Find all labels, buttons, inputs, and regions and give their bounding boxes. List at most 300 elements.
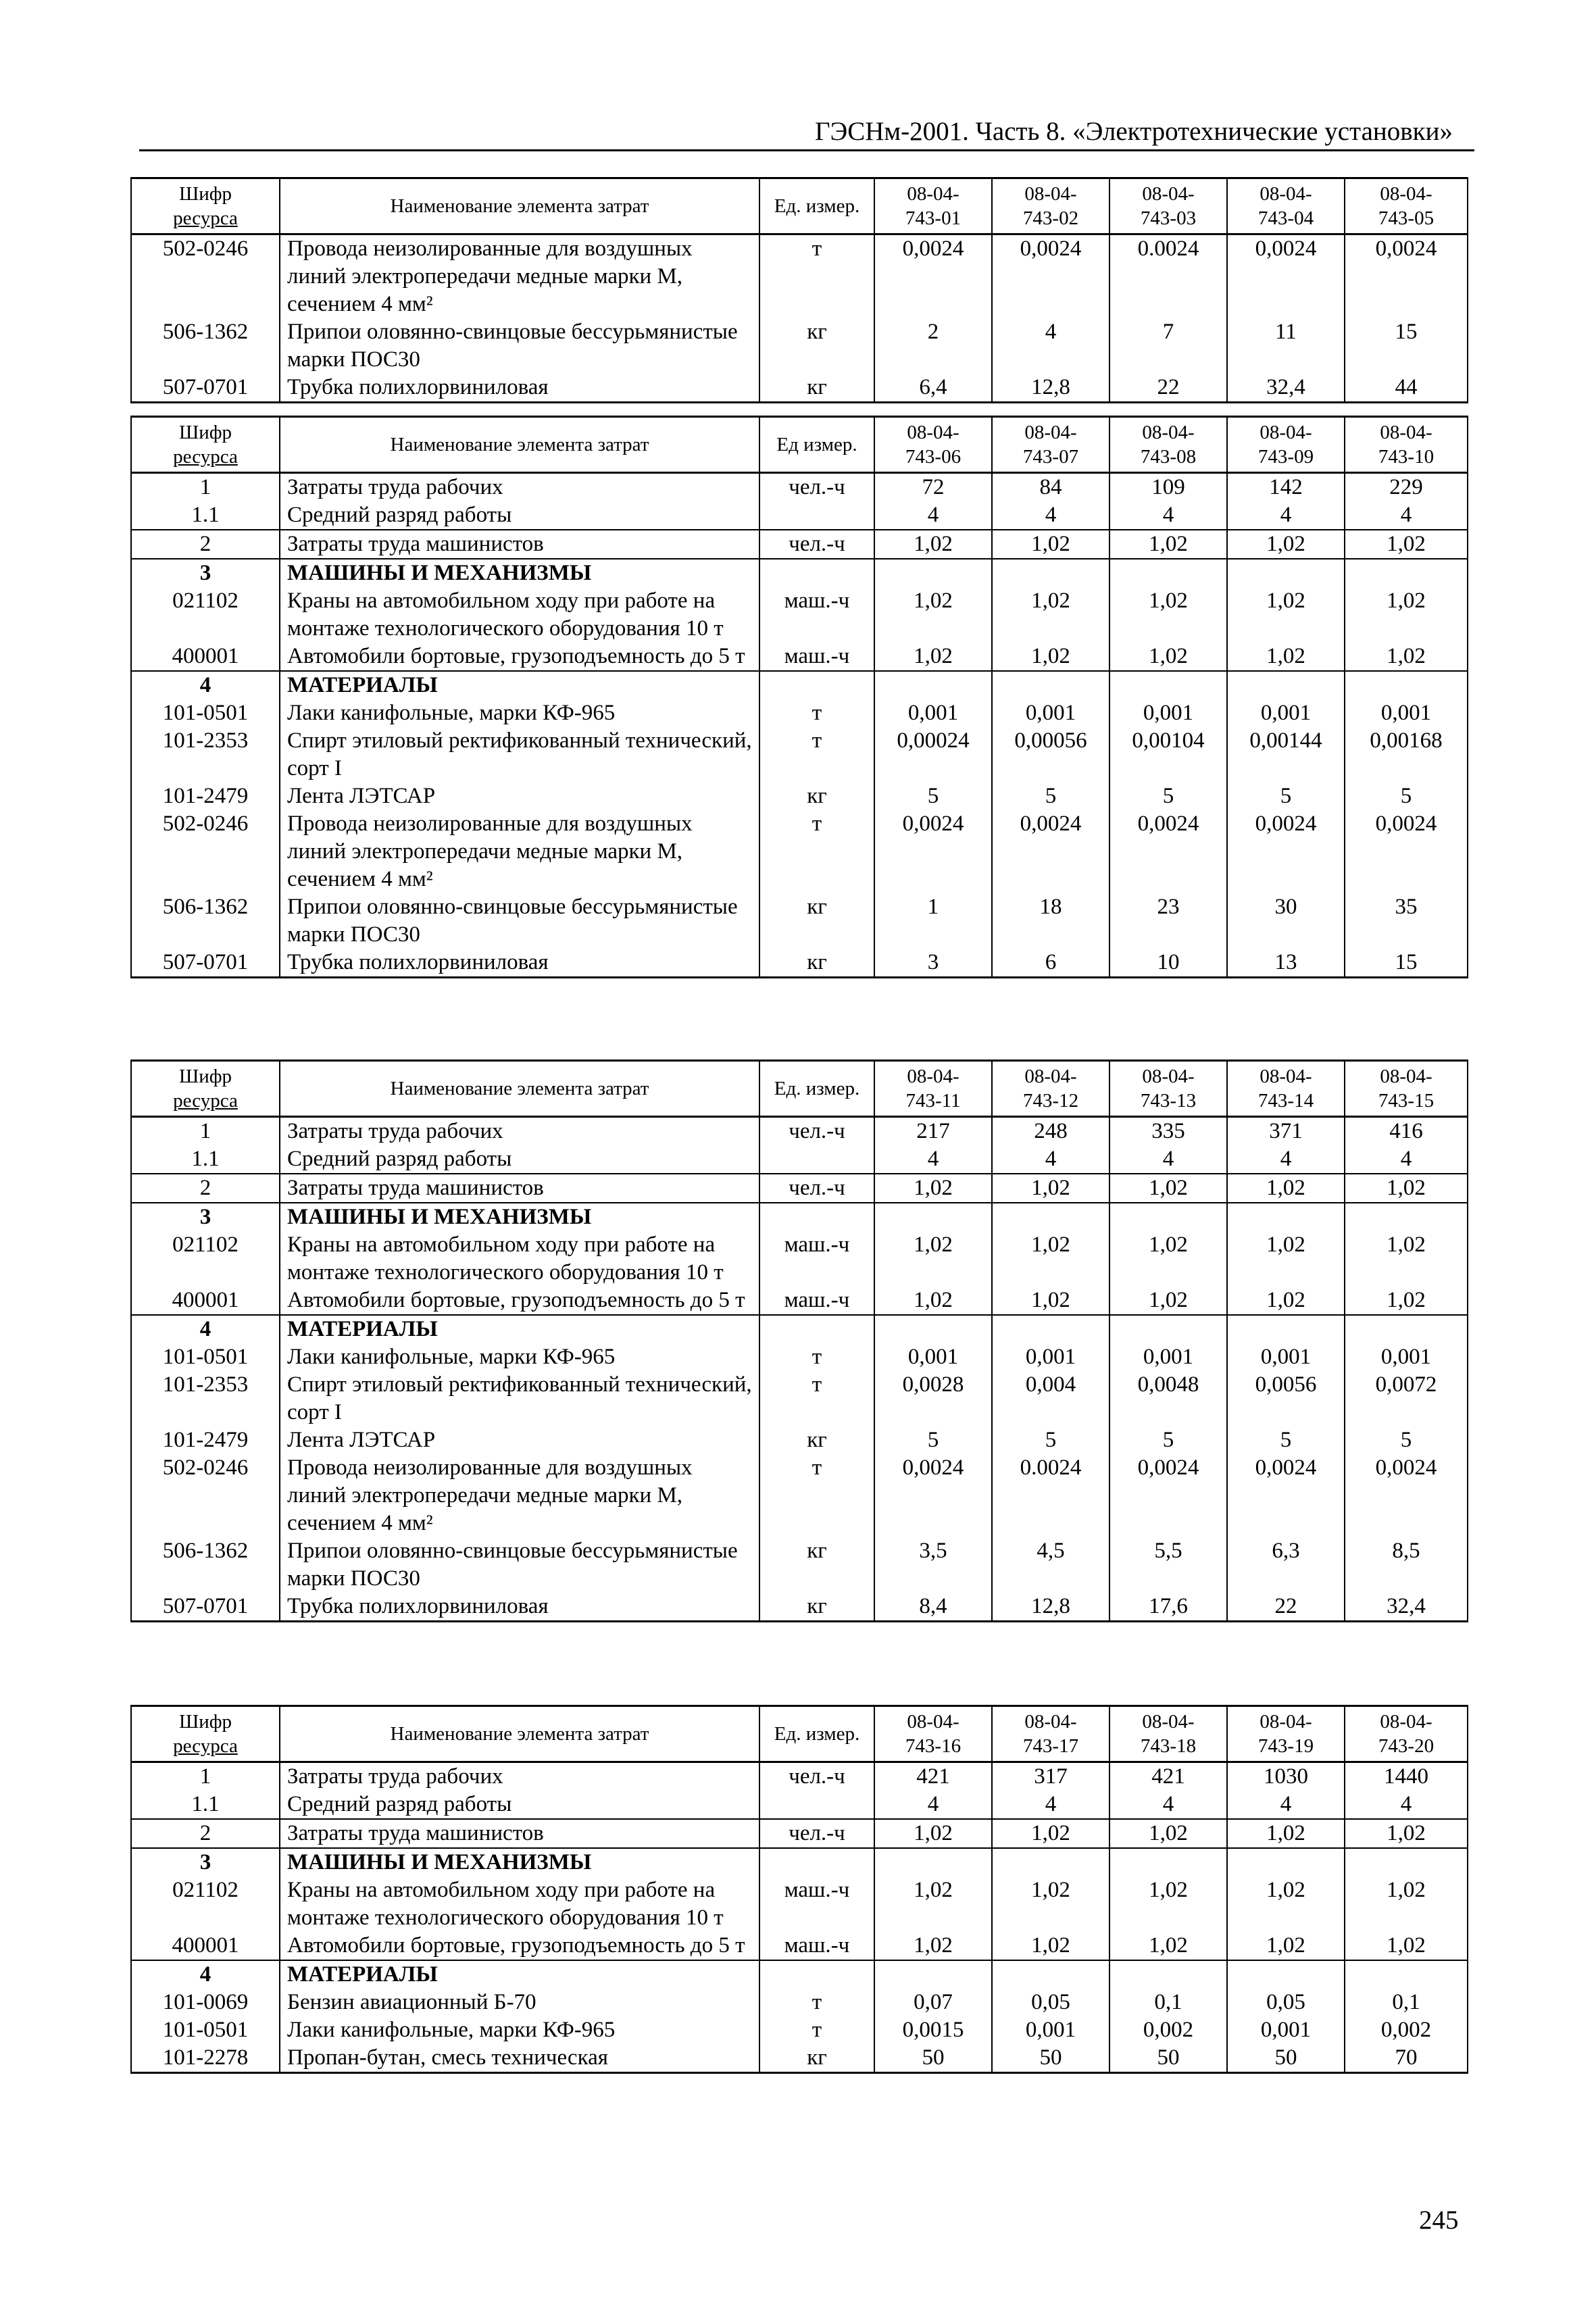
value-cell: 5 bbox=[1345, 1426, 1468, 1454]
unit-cell: кг bbox=[759, 1426, 874, 1454]
resource-name-cell: МАШИНЫ И МЕХАНИЗМЫ bbox=[280, 559, 759, 587]
resource-code-cell: 4 bbox=[131, 671, 280, 699]
value-cell: 70 bbox=[1345, 2044, 1468, 2073]
value-cell: 4 bbox=[874, 1145, 992, 1174]
value-cell bbox=[1109, 1960, 1227, 1989]
unit-cell: т bbox=[759, 234, 874, 319]
value-cell: 1,02 bbox=[1109, 1174, 1227, 1203]
resource-code-cell: 1.1 bbox=[131, 501, 280, 530]
header-norm-prefix: 08-04- bbox=[907, 422, 959, 443]
header-norm-suffix: 743-10 bbox=[1378, 446, 1435, 468]
value-cell bbox=[992, 671, 1109, 699]
table-row bbox=[131, 1371, 1468, 1426]
resource-name-cell: Лаки канифольные, марки КФ-965 bbox=[280, 699, 759, 727]
header-unit: Ед измер. bbox=[759, 417, 874, 473]
resource-name-cell: Лента ЛЭТСАР bbox=[280, 1426, 759, 1454]
table-row bbox=[131, 1593, 1468, 1622]
value-cell: 1,02 bbox=[1109, 1819, 1227, 1848]
value-cell: 32,4 bbox=[1345, 1593, 1468, 1622]
value-cell: 1,02 bbox=[1345, 1876, 1468, 1932]
header-norm-suffix: 743-17 bbox=[1022, 1735, 1079, 1757]
resource-code-cell: 2 bbox=[131, 530, 280, 559]
value-cell: 0,0024 bbox=[992, 234, 1109, 319]
value-cell: 371 bbox=[1227, 1117, 1345, 1146]
value-cell bbox=[992, 1848, 1109, 1876]
value-cell bbox=[874, 559, 992, 587]
value-cell: 4 bbox=[992, 501, 1109, 530]
header-norm-prefix: 08-04- bbox=[1260, 183, 1312, 205]
value-cell: 1,02 bbox=[874, 587, 992, 643]
value-cell bbox=[874, 1203, 992, 1231]
value-cell: 0,001 bbox=[1345, 699, 1468, 727]
header-code-line2: ресурса bbox=[173, 1090, 238, 1112]
value-cell: 15 bbox=[1345, 949, 1468, 978]
resource-code-cell: 3 bbox=[131, 1848, 280, 1876]
value-cell: 1,02 bbox=[1227, 530, 1345, 559]
header-norm-suffix: 743-09 bbox=[1257, 446, 1314, 468]
value-cell: 4 bbox=[1345, 501, 1468, 530]
value-cell: 0,0024 bbox=[992, 810, 1109, 893]
value-cell: 1,02 bbox=[992, 530, 1109, 559]
table-row bbox=[131, 1960, 1468, 1989]
header-norm-suffix: 743-19 bbox=[1257, 1735, 1314, 1757]
value-cell bbox=[1345, 559, 1468, 587]
resource-name-cell: Затраты труда рабочих bbox=[280, 473, 759, 502]
value-cell: 0,07 bbox=[874, 1989, 992, 2016]
header-norm-suffix: 743-05 bbox=[1378, 207, 1435, 229]
header-code-line2: ресурса bbox=[173, 207, 238, 229]
value-cell: 229 bbox=[1345, 473, 1468, 502]
header-code bbox=[131, 1706, 280, 1762]
value-cell: 1,02 bbox=[992, 1932, 1109, 1960]
resource-code-cell: 400001 bbox=[131, 643, 280, 671]
resource-name-cell: МАТЕРИАЛЫ bbox=[280, 1960, 759, 1989]
resource-code-cell: 506-1362 bbox=[131, 1537, 280, 1593]
value-cell: 4 bbox=[1227, 1791, 1345, 1819]
header-norm-prefix: 08-04- bbox=[1380, 183, 1432, 205]
value-cell: 22 bbox=[1109, 374, 1227, 403]
header-norm-code bbox=[992, 417, 1109, 473]
header-name: Наименование элемента затрат bbox=[280, 1061, 759, 1117]
value-cell: 0,1 bbox=[1345, 1989, 1468, 2016]
value-cell: 416 bbox=[1345, 1117, 1468, 1146]
page-number: 245 bbox=[1419, 2206, 1459, 2235]
value-cell: 4 bbox=[992, 1145, 1109, 1174]
value-cell: 1,02 bbox=[1345, 587, 1468, 643]
value-cell: 1,02 bbox=[1109, 587, 1227, 643]
resource-name-cell: Средний разряд работы bbox=[280, 1145, 759, 1174]
resource-code-cell: 1 bbox=[131, 1117, 280, 1146]
table-row bbox=[131, 473, 1468, 502]
value-cell: 0,001 bbox=[992, 699, 1109, 727]
value-cell: 1,02 bbox=[1227, 643, 1345, 671]
value-cell: 0,0024 bbox=[1345, 1454, 1468, 1537]
value-cell bbox=[1227, 1960, 1345, 1989]
table-row bbox=[131, 727, 1468, 782]
unit-cell: кг bbox=[759, 1537, 874, 1593]
unit-cell: т bbox=[759, 1454, 874, 1537]
value-cell bbox=[1345, 671, 1468, 699]
value-cell: 4 bbox=[1227, 1145, 1345, 1174]
resource-name-cell: Пропан-бутан, смесь техническая bbox=[280, 2044, 759, 2073]
value-cell: 4,5 bbox=[992, 1537, 1109, 1593]
table-row bbox=[131, 949, 1468, 978]
table-row bbox=[131, 1932, 1468, 1960]
norm-table bbox=[130, 1705, 1468, 2074]
value-cell: 1,02 bbox=[1345, 1231, 1468, 1287]
resource-code-cell: 502-0246 bbox=[131, 234, 280, 319]
value-cell: 1,02 bbox=[1227, 1287, 1345, 1315]
header-norm-suffix: 743-20 bbox=[1378, 1735, 1435, 1757]
value-cell: 44 bbox=[1345, 374, 1468, 403]
value-cell: 5 bbox=[1227, 1426, 1345, 1454]
header-norm-suffix: 743-15 bbox=[1378, 1090, 1435, 1112]
resource-name-cell: МАТЕРИАЛЫ bbox=[280, 671, 759, 699]
value-cell: 1,02 bbox=[1345, 1932, 1468, 1960]
header-code bbox=[131, 417, 280, 473]
header-code-line1: Шифр bbox=[178, 183, 232, 205]
value-cell: 0,05 bbox=[992, 1989, 1109, 2016]
value-cell: 72 bbox=[874, 473, 992, 502]
unit-cell: чел.-ч bbox=[759, 1819, 874, 1848]
header-norm-prefix: 08-04- bbox=[1024, 422, 1077, 443]
value-cell: 1,02 bbox=[874, 1231, 992, 1287]
value-cell: 0,0015 bbox=[874, 2016, 992, 2044]
resource-name-cell: Затраты труда машинистов bbox=[280, 530, 759, 559]
value-cell: 3 bbox=[874, 949, 992, 978]
resource-code-cell: 101-2278 bbox=[131, 2044, 280, 2073]
value-cell: 22 bbox=[1227, 1593, 1345, 1622]
value-cell: 1,02 bbox=[1109, 1932, 1227, 1960]
header-code-line1: Шифр bbox=[178, 422, 232, 443]
unit-cell: маш.-ч bbox=[759, 587, 874, 643]
unit-cell: т bbox=[759, 1343, 874, 1371]
value-cell: 1,02 bbox=[1109, 1231, 1227, 1287]
value-cell: 4 bbox=[1227, 501, 1345, 530]
value-cell: 0,0024 bbox=[1227, 1454, 1345, 1537]
value-cell: 0,00168 bbox=[1345, 727, 1468, 782]
table-row bbox=[131, 1454, 1468, 1537]
value-cell: 50 bbox=[1109, 2044, 1227, 2073]
value-cell: 1,02 bbox=[992, 1231, 1109, 1287]
value-cell: 1,02 bbox=[992, 587, 1109, 643]
value-cell bbox=[1109, 671, 1227, 699]
resource-code-cell: 101-2353 bbox=[131, 727, 280, 782]
table-row bbox=[131, 2016, 1468, 2044]
value-cell bbox=[874, 1960, 992, 1989]
resource-name-cell: Спирт этиловый ректификованный технический, сорт I bbox=[280, 727, 759, 782]
header-norm-prefix: 08-04- bbox=[1260, 1711, 1312, 1733]
value-cell bbox=[874, 1848, 992, 1876]
table-row bbox=[131, 699, 1468, 727]
value-cell: 0.0024 bbox=[992, 1454, 1109, 1537]
unit-cell bbox=[759, 1791, 874, 1819]
value-cell: 0,0024 bbox=[1227, 810, 1345, 893]
table-row bbox=[131, 1426, 1468, 1454]
table-row bbox=[131, 1762, 1468, 1791]
resource-code-cell: 3 bbox=[131, 559, 280, 587]
value-cell: 1,02 bbox=[874, 1174, 992, 1203]
header-norm-code bbox=[992, 1061, 1109, 1117]
table-row bbox=[131, 1343, 1468, 1371]
header-code-line2: ресурса bbox=[173, 446, 238, 468]
header-norm-prefix: 08-04- bbox=[1142, 183, 1195, 205]
resource-name-cell: МАШИНЫ И МЕХАНИЗМЫ bbox=[280, 1203, 759, 1231]
header-norm-code bbox=[1345, 1706, 1468, 1762]
value-cell: 142 bbox=[1227, 473, 1345, 502]
table-row bbox=[131, 318, 1468, 374]
value-cell: 23 bbox=[1109, 893, 1227, 949]
value-cell: 1,02 bbox=[874, 1932, 992, 1960]
value-cell: 1,02 bbox=[874, 530, 992, 559]
value-cell: 0,001 bbox=[1227, 699, 1345, 727]
value-cell bbox=[1227, 559, 1345, 587]
value-cell: 5 bbox=[1109, 782, 1227, 810]
resource-name-cell: Лаки канифольные, марки КФ-965 bbox=[280, 2016, 759, 2044]
table-row bbox=[131, 1287, 1468, 1315]
value-cell: 0,0024 bbox=[874, 810, 992, 893]
resource-code-cell: 1.1 bbox=[131, 1791, 280, 1819]
header-norm-suffix: 743-07 bbox=[1022, 446, 1079, 468]
unit-cell bbox=[759, 1960, 874, 1989]
resource-code-cell: 021102 bbox=[131, 1876, 280, 1932]
value-cell: 32,4 bbox=[1227, 374, 1345, 403]
resource-name-cell: Затраты труда рабочих bbox=[280, 1762, 759, 1791]
value-cell: 4 bbox=[1109, 1145, 1227, 1174]
unit-cell: кг bbox=[759, 1593, 874, 1622]
header-norm-prefix: 08-04- bbox=[1142, 1066, 1195, 1087]
value-cell: 1,02 bbox=[874, 643, 992, 671]
header-rule bbox=[139, 149, 1474, 151]
value-cell bbox=[874, 1315, 992, 1343]
value-cell: 0.0024 bbox=[1109, 234, 1227, 319]
value-cell: 0,0056 bbox=[1227, 1371, 1345, 1426]
resource-code-cell: 021102 bbox=[131, 587, 280, 643]
header-code-line2: ресурса bbox=[173, 1735, 238, 1757]
resource-code-cell: 506-1362 bbox=[131, 893, 280, 949]
value-cell: 5 bbox=[1227, 782, 1345, 810]
resource-code-cell: 1.1 bbox=[131, 1145, 280, 1174]
header-norm-prefix: 08-04- bbox=[1380, 1711, 1432, 1733]
value-cell: 5 bbox=[1109, 1426, 1227, 1454]
value-cell: 0,1 bbox=[1109, 1989, 1227, 2016]
value-cell: 1,02 bbox=[1227, 1231, 1345, 1287]
resource-code-cell: 101-0069 bbox=[131, 1989, 280, 2016]
value-cell: 4 bbox=[1345, 1791, 1468, 1819]
value-cell: 10 bbox=[1109, 949, 1227, 978]
value-cell: 421 bbox=[1109, 1762, 1227, 1791]
table-header-row bbox=[131, 1706, 1468, 1762]
header-norm-suffix: 743-06 bbox=[905, 446, 962, 468]
unit-cell: кг bbox=[759, 318, 874, 374]
value-cell: 0,004 bbox=[992, 1371, 1109, 1426]
value-cell: 217 bbox=[874, 1117, 992, 1146]
resource-code-cell: 400001 bbox=[131, 1932, 280, 1960]
value-cell bbox=[1345, 1960, 1468, 1989]
header-norm-prefix: 08-04- bbox=[907, 1711, 959, 1733]
header-norm-code bbox=[1227, 178, 1345, 234]
value-cell bbox=[1109, 559, 1227, 587]
header-norm-prefix: 08-04- bbox=[907, 1066, 959, 1087]
value-cell: 1,02 bbox=[1109, 530, 1227, 559]
value-cell: 0,001 bbox=[1109, 1343, 1227, 1371]
value-cell: 2 bbox=[874, 318, 992, 374]
norm-table bbox=[130, 416, 1468, 978]
value-cell: 0,0024 bbox=[1345, 234, 1468, 319]
value-cell: 1,02 bbox=[992, 1876, 1109, 1932]
value-cell bbox=[1227, 1848, 1345, 1876]
header-name: Наименование элемента затрат bbox=[280, 417, 759, 473]
value-cell: 0,001 bbox=[992, 2016, 1109, 2044]
unit-cell: т bbox=[759, 2016, 874, 2044]
value-cell: 0,001 bbox=[1227, 1343, 1345, 1371]
value-cell: 5 bbox=[1345, 782, 1468, 810]
value-cell: 109 bbox=[1109, 473, 1227, 502]
table-row bbox=[131, 1989, 1468, 2016]
resource-code-cell: 400001 bbox=[131, 1287, 280, 1315]
header-norm-suffix: 743-13 bbox=[1140, 1090, 1197, 1112]
unit-cell bbox=[759, 1848, 874, 1876]
resource-code-cell: 1 bbox=[131, 1762, 280, 1791]
resource-name-cell: МАШИНЫ И МЕХАНИЗМЫ bbox=[280, 1848, 759, 1876]
value-cell bbox=[1227, 1203, 1345, 1231]
value-cell: 0,001 bbox=[1345, 1343, 1468, 1371]
value-cell bbox=[1109, 1848, 1227, 1876]
value-cell: 8,4 bbox=[874, 1593, 992, 1622]
table-row bbox=[131, 501, 1468, 530]
resource-name-cell: Лента ЛЭТСАР bbox=[280, 782, 759, 810]
value-cell: 84 bbox=[992, 473, 1109, 502]
table-row bbox=[131, 1203, 1468, 1231]
resource-name-cell: Краны на автомобильном ходу при работе на монтаже технологического оборудования 10 т bbox=[280, 587, 759, 643]
value-cell: 1,02 bbox=[992, 1174, 1109, 1203]
resource-code-cell: 506-1362 bbox=[131, 318, 280, 374]
table-row bbox=[131, 1537, 1468, 1593]
header-norm-code bbox=[1227, 1706, 1345, 1762]
unit-cell: чел.-ч bbox=[759, 1174, 874, 1203]
resource-name-cell: Бензин авиационный Б-70 bbox=[280, 1989, 759, 2016]
header-norm-code bbox=[1345, 417, 1468, 473]
resource-name-cell: Краны на автомобильном ходу при работе на монтаже технологического оборудования 10 т bbox=[280, 1231, 759, 1287]
unit-cell: т bbox=[759, 699, 874, 727]
value-cell: 0,0024 bbox=[1227, 234, 1345, 319]
value-cell: 1030 bbox=[1227, 1762, 1345, 1791]
header-norm-prefix: 08-04- bbox=[1024, 1711, 1077, 1733]
value-cell bbox=[992, 559, 1109, 587]
header-norm-code bbox=[874, 178, 992, 234]
value-cell: 1,02 bbox=[1345, 1287, 1468, 1315]
value-cell: 17,6 bbox=[1109, 1593, 1227, 1622]
header-norm-suffix: 743-08 bbox=[1140, 446, 1197, 468]
value-cell bbox=[1345, 1315, 1468, 1343]
resource-name-cell: Спирт этиловый ректификованный технический, сорт I bbox=[280, 1371, 759, 1426]
resource-name-cell: Трубка полихлорвиниловая bbox=[280, 949, 759, 978]
header-norm-suffix: 743-12 bbox=[1022, 1090, 1079, 1112]
value-cell: 0,00056 bbox=[992, 727, 1109, 782]
resource-code-cell: 1 bbox=[131, 473, 280, 502]
table-row bbox=[131, 1791, 1468, 1819]
header-norm-code bbox=[874, 1061, 992, 1117]
unit-cell: чел.-ч bbox=[759, 1117, 874, 1146]
table-row bbox=[131, 643, 1468, 671]
resource-code-cell: 101-2353 bbox=[131, 1371, 280, 1426]
unit-cell: кг bbox=[759, 893, 874, 949]
value-cell: 0,00144 bbox=[1227, 727, 1345, 782]
header-norm-code bbox=[1109, 417, 1227, 473]
value-cell: 5,5 bbox=[1109, 1537, 1227, 1593]
value-cell: 0,0024 bbox=[874, 1454, 992, 1537]
value-cell: 1440 bbox=[1345, 1762, 1468, 1791]
resource-name-cell: Лаки канифольные, марки КФ-965 bbox=[280, 1343, 759, 1371]
value-cell: 1,02 bbox=[1109, 1287, 1227, 1315]
unit-cell: маш.-ч bbox=[759, 1287, 874, 1315]
header-norm-prefix: 08-04- bbox=[1142, 422, 1195, 443]
value-cell: 4 bbox=[1345, 1145, 1468, 1174]
header-name: Наименование элемента затрат bbox=[280, 1706, 759, 1762]
unit-cell: кг bbox=[759, 374, 874, 403]
header-norm-suffix: 743-03 bbox=[1140, 207, 1197, 229]
unit-cell: т bbox=[759, 1371, 874, 1426]
value-cell: 18 bbox=[992, 893, 1109, 949]
header-norm-code bbox=[992, 178, 1109, 234]
value-cell: 5 bbox=[992, 1426, 1109, 1454]
norm-table bbox=[130, 1060, 1468, 1622]
value-cell bbox=[1345, 1848, 1468, 1876]
value-cell: 1,02 bbox=[1345, 530, 1468, 559]
value-cell: 0,0024 bbox=[1109, 810, 1227, 893]
unit-cell bbox=[759, 1315, 874, 1343]
value-cell: 335 bbox=[1109, 1117, 1227, 1146]
resource-name-cell: Провода неизолированные для воздушных линий электропередачи медные марки М, сечением 4 мм² bbox=[280, 810, 759, 893]
table-row bbox=[131, 1876, 1468, 1932]
unit-cell: кг bbox=[759, 949, 874, 978]
table-row bbox=[131, 1117, 1468, 1146]
header-unit: Ед. измер. bbox=[759, 1706, 874, 1762]
value-cell bbox=[1227, 671, 1345, 699]
value-cell: 1,02 bbox=[992, 1819, 1109, 1848]
header-norm-code bbox=[1109, 1706, 1227, 1762]
value-cell: 4 bbox=[1109, 501, 1227, 530]
value-cell: 4 bbox=[1109, 1791, 1227, 1819]
value-cell: 0,05 bbox=[1227, 1989, 1345, 2016]
value-cell: 0,0028 bbox=[874, 1371, 992, 1426]
table-row bbox=[131, 587, 1468, 643]
value-cell: 50 bbox=[1227, 2044, 1345, 2073]
value-cell: 0,001 bbox=[874, 1343, 992, 1371]
value-cell: 12,8 bbox=[992, 374, 1109, 403]
unit-cell bbox=[759, 501, 874, 530]
value-cell: 0,001 bbox=[1227, 2016, 1345, 2044]
table-row bbox=[131, 2044, 1468, 2073]
table-row bbox=[131, 1145, 1468, 1174]
header-unit: Ед. измер. bbox=[759, 1061, 874, 1117]
header-code-line1: Шифр bbox=[178, 1066, 232, 1087]
header-norm-prefix: 08-04- bbox=[1380, 422, 1432, 443]
resource-code-cell: 2 bbox=[131, 1174, 280, 1203]
resource-name-cell: Трубка полихлорвиниловая bbox=[280, 374, 759, 403]
resource-name-cell: Автомобили бортовые, грузоподъемность до 5 т bbox=[280, 1287, 759, 1315]
resource-code-cell: 101-2479 bbox=[131, 782, 280, 810]
value-cell: 11 bbox=[1227, 318, 1345, 374]
resource-code-cell: 507-0701 bbox=[131, 374, 280, 403]
header-norm-code bbox=[874, 417, 992, 473]
header-norm-code bbox=[992, 1706, 1109, 1762]
table-header-row bbox=[131, 178, 1468, 234]
unit-cell bbox=[759, 1145, 874, 1174]
header-norm-code bbox=[1227, 417, 1345, 473]
value-cell bbox=[1227, 1315, 1345, 1343]
value-cell: 1 bbox=[874, 893, 992, 949]
